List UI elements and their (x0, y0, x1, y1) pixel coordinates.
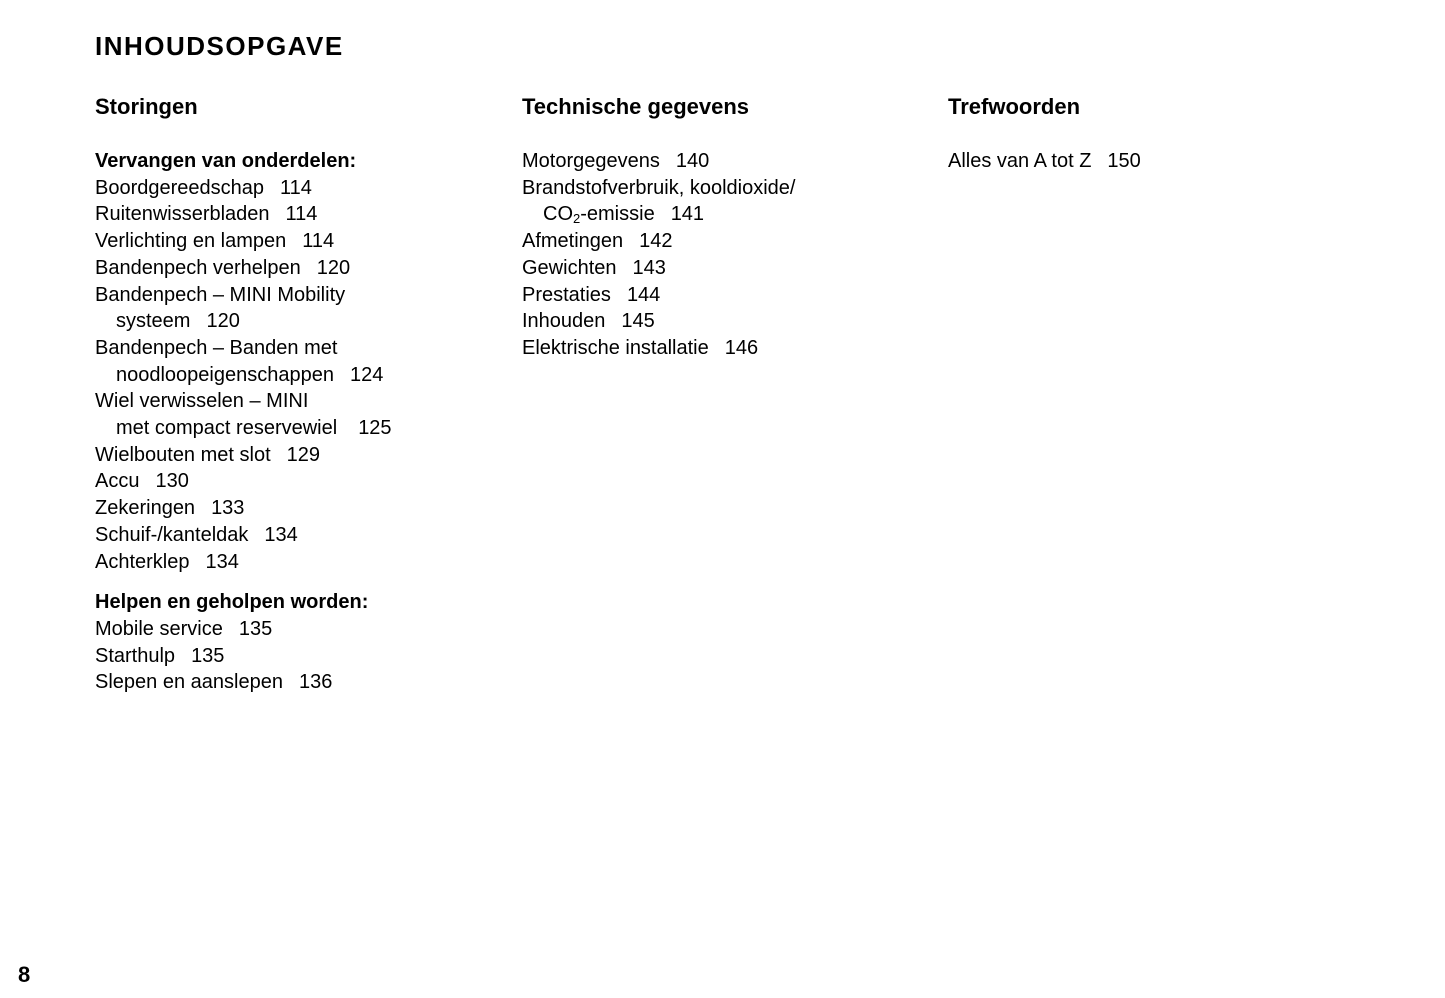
toc-entry[interactable] (522, 335, 922, 362)
toc-entry[interactable] (522, 228, 922, 255)
entry-page-number: 114 (302, 230, 335, 253)
toc-entry[interactable] (95, 228, 495, 255)
entry-title: Brandstofverbruik, kooldioxide/ (522, 176, 796, 199)
entry-title: Mobile service (95, 617, 223, 640)
entry-title: Gewichten (522, 256, 617, 279)
section-heading: Trefwoorden (948, 94, 1081, 119)
entry-title-continued: noodloopeigenschappen (116, 363, 334, 386)
entry-page-number: 146 (724, 336, 759, 359)
entry-title: Achterklep (95, 550, 190, 573)
entry-page-number: 134 (205, 550, 239, 573)
entry-title: Bandenpech – Banden met (95, 336, 338, 359)
toc-entry[interactable] (95, 175, 495, 202)
toc-entry[interactable] (95, 468, 495, 495)
entry-title: Verlichting en lampen (95, 230, 287, 253)
entry-page-number: 141 (670, 203, 705, 226)
toc-entry-list (948, 148, 1348, 175)
entry-page-number: 129 (286, 443, 321, 466)
toc-entry[interactable] (95, 335, 495, 388)
entry-title: Inhouden (522, 310, 606, 333)
entry-title: Zekeringen (95, 497, 196, 520)
toc-entry-list (95, 175, 495, 576)
toc-entry[interactable] (95, 442, 495, 469)
entry-page-number: 120 (316, 256, 351, 279)
toc-entry[interactable] (522, 282, 922, 309)
entry-title: Wielbouten met slot (95, 443, 271, 466)
entry-page-number: 135 (238, 617, 273, 640)
toc-entry[interactable] (522, 175, 922, 228)
toc-entry[interactable] (95, 549, 495, 576)
section-heading: Storingen (95, 94, 198, 119)
toc-column-trefwoorden (948, 92, 1348, 175)
toc-entry[interactable] (95, 616, 495, 643)
toc-entry[interactable] (522, 308, 922, 335)
toc-entry[interactable] (95, 495, 495, 522)
entry-page-number: 124 (349, 363, 384, 386)
toc-entry[interactable] (95, 522, 495, 549)
entry-title: Bandenpech verhelpen (95, 256, 301, 279)
entry-title: Schuif-/kanteldak (95, 523, 249, 546)
entry-title: Slepen en aanslepen (95, 671, 283, 694)
toc-group-helpen (95, 589, 495, 696)
entry-page-number: 140 (675, 150, 710, 172)
entry-title: Alles van A tot Z (948, 150, 1092, 172)
entry-page-number: 133 (211, 497, 245, 520)
entry-title: Starthulp (95, 644, 176, 667)
entry-page-number: 150 (1107, 150, 1141, 172)
toc-entry[interactable] (95, 388, 495, 441)
entry-title: Afmetingen (522, 230, 624, 253)
entry-title: Elektrische installatie (522, 336, 709, 359)
entry-page-number: 143 (632, 256, 666, 279)
page-title: INHOUDSOPGAVE (95, 31, 344, 61)
toc-entry[interactable] (95, 255, 495, 282)
toc-entry[interactable] (95, 201, 495, 228)
entry-title: Wiel verwisselen – MINI (95, 390, 309, 413)
entry-title: Ruitenwisserbladen (95, 203, 270, 226)
toc-entry[interactable] (522, 148, 922, 175)
entry-page-number: 130 (155, 470, 189, 493)
toc-entry-list (95, 616, 495, 696)
entry-title-continued: met compact reservewiel (116, 417, 338, 440)
entry-title: Accu (95, 470, 140, 493)
toc-column-technische-gegevens (522, 92, 922, 362)
toc-entry[interactable] (95, 669, 495, 696)
entry-title: Boordgereedschap (95, 176, 265, 199)
entry-title-continued: $CO_2$-emissie (543, 203, 655, 227)
toc-entry[interactable] (948, 148, 1348, 175)
entry-page-number: 135 (191, 644, 225, 667)
toc-group-vervangen (95, 148, 495, 575)
toc-entry[interactable] (95, 282, 495, 335)
group-heading: Vervangen van onderdelen: (95, 150, 357, 172)
entry-title: Bandenpech – MINI Mobility (95, 283, 346, 306)
entry-page-number: 125 (358, 417, 392, 440)
entry-page-number: 136 (298, 671, 333, 694)
group-heading: Helpen en geholpen worden: (95, 591, 369, 614)
entry-title: Motorgegevens (522, 150, 660, 172)
entry-page-number: 120 (206, 310, 240, 333)
toc-entry[interactable] (522, 255, 922, 282)
toc-entry-list (522, 148, 922, 362)
entry-page-number: 142 (639, 230, 673, 253)
section-heading: Technische gegevens (522, 94, 750, 119)
entry-page-number: 114 (280, 176, 312, 199)
entry-title-continued: systeem (116, 310, 191, 333)
entry-page-number: 144 (626, 283, 661, 306)
toc-entry[interactable] (95, 643, 495, 670)
entry-title: Prestaties (522, 283, 611, 306)
entry-page-number: 114 (285, 203, 318, 226)
entry-page-number: 134 (264, 523, 298, 546)
page-number: 8 (18, 962, 31, 987)
entry-page-number: 145 (621, 310, 655, 333)
toc-column-storingen (95, 92, 495, 696)
